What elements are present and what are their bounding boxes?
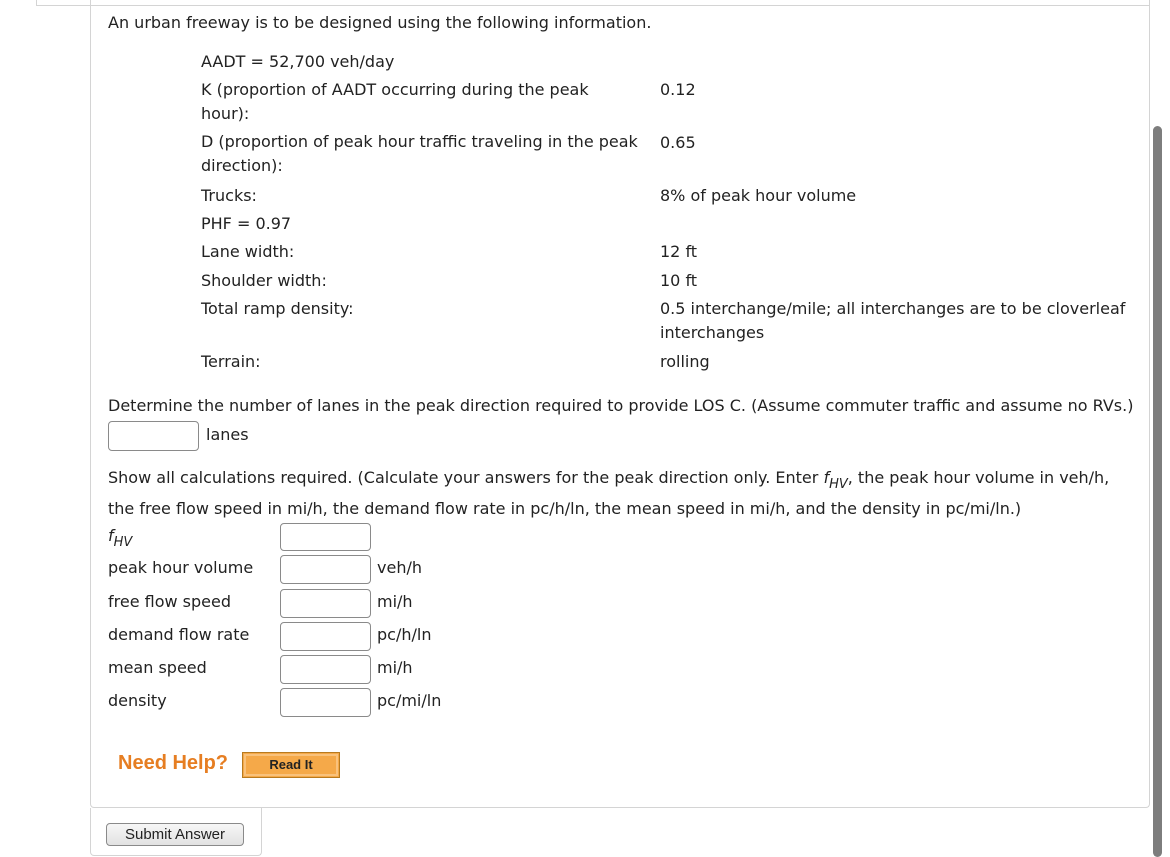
trucks-label: Trucks: bbox=[201, 186, 257, 205]
calculations-instructions bbox=[108, 466, 1138, 521]
demand-flow-rate-input[interactable] bbox=[280, 622, 371, 651]
fhv-symbol-inline: $f_{HV}$ bbox=[823, 468, 848, 492]
instructions-text-after: , the peak hour volume in veh/h, the free flow speed in mi/h, the demand flow rate in pc/h/ln, the mean speed in mi/h, and the density in pc/mi/ln.) bbox=[108, 468, 1110, 518]
read-it-button[interactable]: Read It bbox=[242, 752, 340, 778]
mean-speed-input[interactable] bbox=[280, 655, 371, 684]
k-value: 0.12 bbox=[660, 80, 696, 99]
lane-width-value: 12 ft bbox=[660, 242, 698, 261]
lane-width-label: Lane width: bbox=[201, 242, 295, 261]
lanes-input[interactable] bbox=[108, 421, 199, 451]
peak-hour-volume-input[interactable] bbox=[280, 555, 371, 584]
shoulder-width-label: Shoulder width: bbox=[201, 271, 327, 290]
lanes-question-text: Determine the number of lanes in the peak direction required to provide LOS C. (Assume commuter traffic and assume no RVs.) bbox=[108, 396, 1134, 415]
phf-text: PHF = 0.97 bbox=[201, 214, 292, 233]
k-label: K (proportion of AADT occurring during the peak hour): bbox=[201, 80, 589, 123]
instructions-text-before: Show all calculations required. (Calculate your answers for the peak direction only. Enter bbox=[108, 468, 824, 487]
peak-hour-volume-unit: veh/h bbox=[377, 558, 422, 577]
fhv-input[interactable] bbox=[280, 523, 371, 551]
scrollbar-thumb[interactable] bbox=[1153, 126, 1162, 857]
need-help-label: Need Help? bbox=[118, 752, 229, 774]
ramp-density-value: 0.5 interchange/mile; all interchanges are to be cloverleaf interchanges bbox=[660, 299, 1126, 342]
density-unit: pc/mi/ln bbox=[377, 691, 442, 710]
terrain-label: Terrain: bbox=[201, 352, 261, 371]
shoulder-width-value: 10 ft bbox=[660, 271, 698, 290]
terrain-value: rolling bbox=[660, 352, 710, 371]
mean-speed-label: mean speed bbox=[108, 658, 207, 677]
demand-flow-rate-unit: pc/h/ln bbox=[377, 625, 432, 644]
peak-hour-volume-label: peak hour volume bbox=[108, 558, 254, 577]
intro-text: An urban freeway is to be designed using the following information. bbox=[108, 13, 652, 32]
density-label: density bbox=[108, 691, 167, 710]
trucks-value: 8% of peak hour volume bbox=[660, 186, 857, 205]
mean-speed-unit: mi/h bbox=[377, 658, 413, 677]
free-flow-speed-input[interactable] bbox=[280, 589, 371, 618]
lanes-unit: lanes bbox=[206, 425, 249, 444]
ramp-density-label: Total ramp density: bbox=[201, 299, 354, 318]
d-label: D (proportion of peak hour traffic traveling in the peak direction): bbox=[201, 132, 638, 175]
density-input[interactable] bbox=[280, 688, 371, 717]
fhv-label: $f_{HV}$ bbox=[108, 526, 133, 550]
free-flow-speed-unit: mi/h bbox=[377, 592, 413, 611]
demand-flow-rate-label: demand flow rate bbox=[108, 625, 250, 644]
free-flow-speed-label: free flow speed bbox=[108, 592, 232, 611]
aadt-text: AADT = 52,700 veh/day bbox=[201, 52, 395, 71]
d-value: 0.65 bbox=[660, 133, 696, 152]
submit-answer-button[interactable]: Submit Answer bbox=[106, 823, 244, 846]
